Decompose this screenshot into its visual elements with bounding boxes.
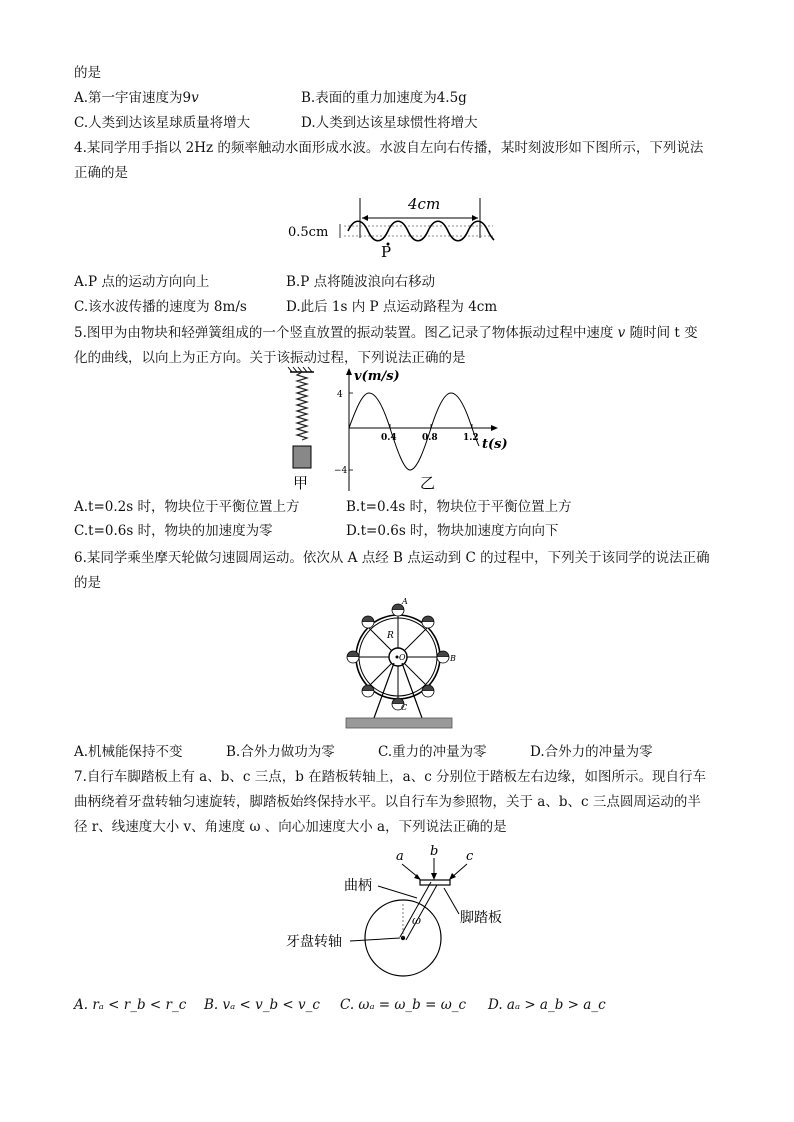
q5-option-c: C.t=0.6s 时，物块的加速度为零 — [74, 523, 273, 539]
q5-y-tick-top: 4 — [337, 390, 343, 400]
q6-ferris-wheel-figure — [338, 596, 460, 732]
q4-stem-line2: 正确的是 — [74, 165, 128, 181]
q4-point-p-label: P — [381, 243, 392, 261]
q5-x-tick-2: 1.2 — [463, 433, 479, 443]
q6-option-a: A.机械能保持不变 — [74, 744, 183, 760]
q7-stem-line2: 曲柄绕着牙盘转轴匀速旋转，脚踏板始终保持水平。以自行车为参照物，关于 a、b、c 三点圆周运动的半 — [74, 794, 701, 810]
q4-option-b: B.P 点将随波浪向右移动 — [286, 274, 436, 290]
q6-stem-line2: 的是 — [74, 575, 101, 591]
q5-label-yi: 乙 — [420, 474, 436, 492]
q6-label-r: R — [387, 631, 394, 641]
q5-x-axis-label: t(s) — [482, 437, 508, 452]
q7-label-axle: 牙盘转轴 — [286, 934, 342, 950]
q4-option-d: D.此后 1s 内 P 点运动路程为 4cm — [286, 299, 498, 315]
q5-spring — [297, 372, 307, 440]
q5-stem-line1-b: 随时间 t 变 — [625, 325, 698, 341]
q4-wave-curve — [348, 221, 494, 241]
q7-label-b: b — [430, 844, 439, 859]
q3-option-d: D.人类到达该星球惯性将增大 — [301, 115, 478, 131]
q7-label-crank: 曲柄 — [344, 878, 372, 894]
q7-label-c: c — [466, 849, 474, 864]
q5-option-a: A.t=0.2s 时，物块位于平衡位置上方 — [74, 499, 300, 515]
q4-stem-line1: 4.某同学用手指以 2Hz 的频率触动水面形成水波。水波自左向右传播，某时刻波形如下图所示，下列说法 — [74, 140, 704, 156]
q7-option-a: A. rₐ < r_b < r_c — [74, 997, 187, 1013]
q7-label-a: a — [396, 849, 404, 864]
q6-label-b: B — [450, 654, 456, 663]
q6-label-a: A — [402, 597, 408, 606]
q6-option-d: D.合外力的冲量为零 — [530, 744, 653, 760]
q7-option-b: B. vₐ < v_b < v_c — [204, 997, 320, 1013]
q5-stem-line1-a: 5.图甲为由物块和轻弹簧组成的一个竖直放置的振动装置。图乙记录了物体振动过程中速度 — [74, 325, 618, 341]
q5-x-tick-1: 0.8 — [422, 433, 438, 443]
q5-label-jia: 甲 — [293, 474, 309, 492]
q7-crank-pedal-figure — [282, 842, 522, 982]
q5-block — [293, 446, 311, 468]
q5-y-tick-bottom: −4 — [334, 466, 348, 476]
q7-label-omega: ω — [412, 914, 421, 927]
q7-stem-line3: 径 r、线速度大小 v、角速度 ω 、向心加速度大小 a，下列说法正确的是 — [74, 819, 507, 835]
q5-vt-graph — [334, 366, 514, 496]
q7-option-c: C. ωₐ = ω_b = ω_c — [340, 997, 467, 1013]
q5-stem-var-v: v — [617, 325, 626, 341]
q7-option-d: D. aₐ > a_b > a_c — [488, 997, 606, 1013]
q3-option-a — [74, 89, 199, 107]
q4-wave-amplitude-label: 0.5cm — [288, 225, 329, 240]
q6-option-b: B.合外力做功为零 — [226, 744, 335, 760]
q5-stem-line1 — [74, 324, 698, 342]
q5-x-tick-0: 0.4 — [381, 433, 397, 443]
q6-option-c: C.重力的冲量为零 — [378, 744, 487, 760]
q7-stem-line1: 7.自行车脚踏板上有 a、b、c 三点，b 在踏板转轴上，a、c 分别位于踏板左右边缘，如图所示。现自行车 — [74, 769, 707, 785]
q3-option-a-text: A.第一宇宙速度为9 — [74, 90, 192, 106]
q7-label-pedal: 脚踏板 — [460, 910, 502, 926]
q3-option-a-var: v — [191, 90, 199, 106]
q4-option-a: A.P 点的运动方向向上 — [74, 274, 210, 290]
q6-stem-line1: 6.某同学乘坐摩天轮做匀速圆周运动。依次从 A 点经 B 点运动到 C 的过程中，下列关于该同学的说法正确 — [74, 550, 710, 566]
q5-stem-line2: 化的曲线，以向上为正方向。关于该振动过程，下列说法正确的是 — [74, 350, 466, 366]
q4-option-c: C.该水波传播的速度为 8m/s — [74, 299, 247, 315]
q5-velocity-curve — [349, 393, 479, 470]
q5-y-axis-label: v(m/s) — [354, 369, 400, 384]
q7-pedal — [420, 880, 450, 885]
q3-stem-tail: 的是 — [74, 65, 101, 81]
q4-wave-figure — [278, 190, 518, 270]
q5-option-d: D.t=0.6s 时，物块加速度方向向下 — [346, 523, 559, 539]
q3-option-b: B.表面的重力加速度为4.5g — [301, 90, 467, 106]
q5-spring-block-figure — [282, 366, 322, 496]
q6-label-o: O — [399, 653, 406, 662]
q6-label-c: C — [401, 703, 408, 712]
q3-option-c: C.人类到达该星球质量将增大 — [74, 115, 251, 131]
q6-base — [346, 718, 452, 728]
q5-option-b: B.t=0.4s 时，物块位于平衡位置上方 — [346, 499, 572, 515]
q4-wave-length-label: 4cm — [408, 195, 441, 213]
